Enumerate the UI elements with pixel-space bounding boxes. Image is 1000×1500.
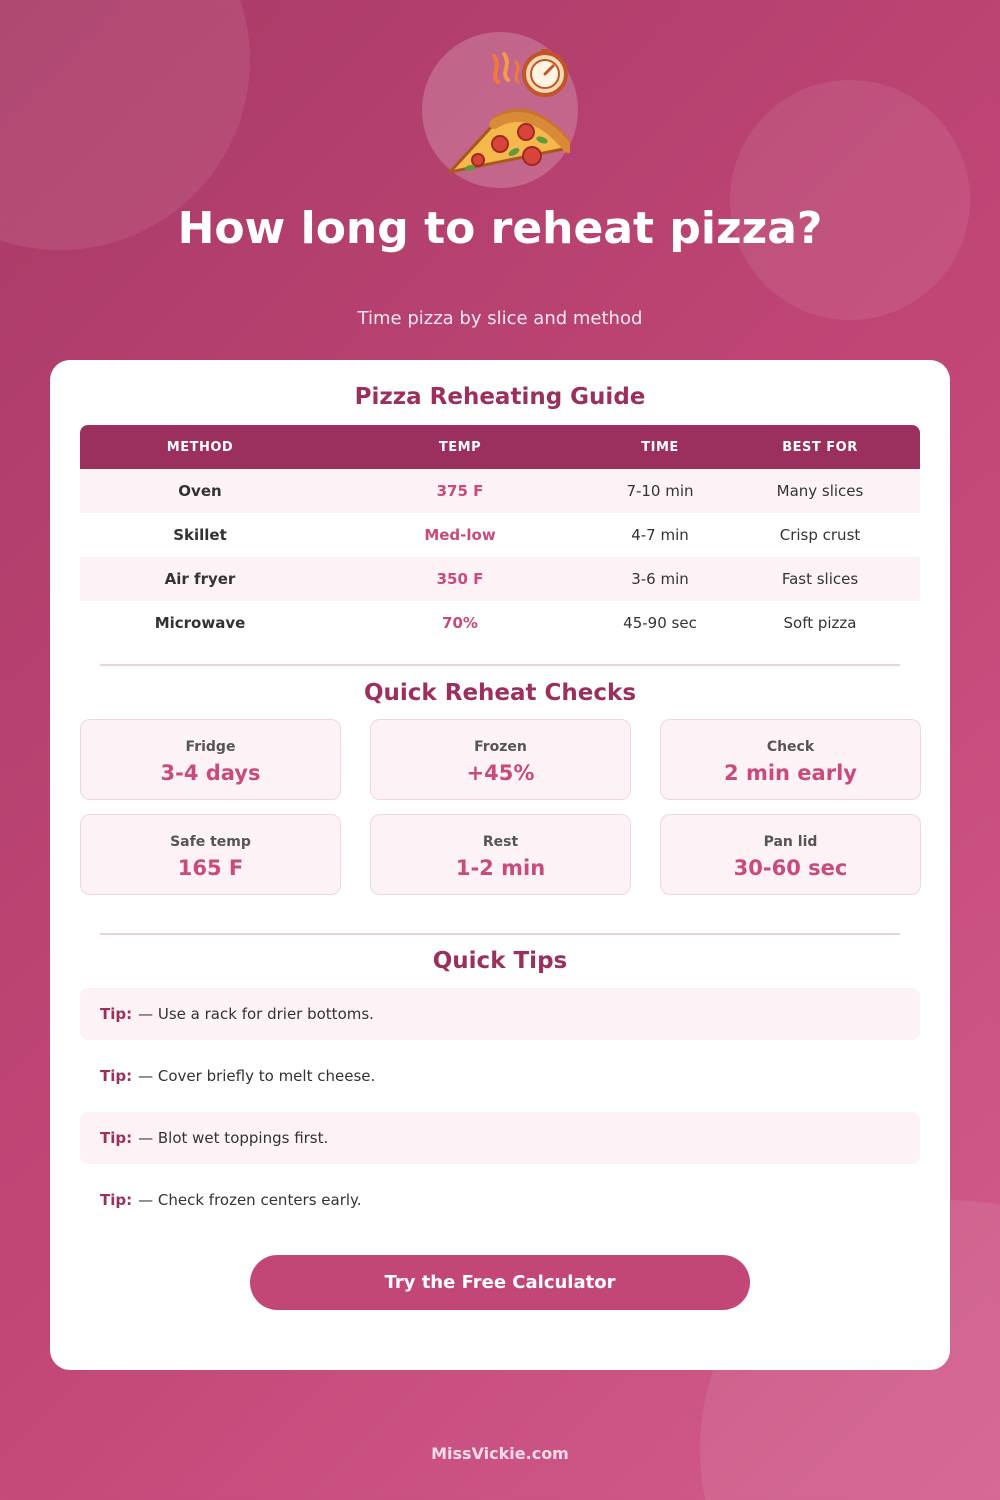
check-value: 165 F (177, 856, 244, 880)
column-header-method: METHOD (166, 439, 234, 455)
method-cell: Skillet (173, 526, 227, 544)
table-row (80, 513, 920, 557)
content-card (50, 360, 950, 1370)
check-label: Safe temp (170, 834, 251, 850)
check-card-rest (370, 814, 631, 895)
pizza-timer-icon (422, 32, 578, 188)
column-header-best-for: BEST FOR (782, 439, 858, 455)
table-row (80, 469, 920, 513)
page-subtitle: Time pizza by slice and method (357, 308, 643, 329)
reheating-guide-table (80, 425, 920, 645)
best-for-cell: Fast slices (781, 570, 859, 588)
tip-label: Tip: (100, 1005, 133, 1023)
check-card-pan-lid (660, 814, 921, 895)
column-header-temp: TEMP (438, 439, 482, 455)
best-for-cell: Crisp crust (779, 526, 861, 544)
background-circle (730, 80, 970, 320)
section-divider (100, 933, 900, 935)
tip-text: — Blot wet toppings first. (138, 1129, 329, 1147)
section-divider (100, 664, 900, 666)
method-cell: Air fryer (164, 570, 236, 588)
check-label: Frozen (474, 739, 527, 755)
tip-item (80, 988, 920, 1040)
check-label: Fridge (185, 739, 236, 755)
best-for-cell: Soft pizza (783, 614, 857, 632)
try-calculator-button[interactable]: Try the Free Calculator (250, 1255, 750, 1310)
checks-title: Quick Reheat Checks (363, 680, 637, 706)
check-value: 1-2 min (455, 856, 546, 880)
check-value: +45% (466, 761, 535, 785)
check-label: Check (766, 739, 815, 755)
check-value: 3-4 days (160, 761, 261, 785)
time-cell: 45-90 sec (623, 614, 697, 632)
check-card-check (660, 719, 921, 800)
tip-text: — Check frozen centers early. (138, 1191, 362, 1209)
method-cell: Oven (178, 482, 222, 500)
tip-text: — Cover briefly to melt cheese. (138, 1067, 376, 1085)
tip-item (80, 1050, 920, 1102)
check-label: Rest (482, 834, 519, 850)
temp-cell: 375 F (436, 482, 484, 500)
check-value: 2 min early (724, 761, 857, 785)
check-value: 30-60 sec (733, 856, 848, 880)
footer-brand: MissVickie.com (431, 1444, 569, 1463)
table-row (80, 601, 920, 645)
temp-cell: 350 F (436, 570, 484, 588)
check-card-fridge (80, 719, 341, 800)
tip-label: Tip: (100, 1067, 133, 1085)
time-cell: 4-7 min (631, 526, 689, 544)
check-card-frozen (370, 719, 631, 800)
best-for-cell: Many slices (776, 482, 864, 500)
guide-title: Pizza Reheating Guide (354, 384, 646, 410)
column-header-time: TIME (641, 439, 679, 455)
temp-cell: Med-low (424, 526, 496, 544)
tip-label: Tip: (100, 1191, 133, 1209)
check-card-safe-temp (80, 814, 341, 895)
page-title: How long to reheat pizza? (177, 203, 823, 254)
method-cell: Microwave (154, 614, 246, 632)
temp-cell: 70% (442, 614, 478, 632)
check-label: Pan lid (763, 834, 818, 850)
tip-label: Tip: (100, 1129, 133, 1147)
time-cell: 3-6 min (631, 570, 689, 588)
tip-item (80, 1112, 920, 1164)
table-header (80, 425, 920, 469)
table-row (80, 557, 920, 601)
tip-item (80, 1174, 920, 1226)
tip-text: — Use a rack for drier bottoms. (138, 1005, 374, 1023)
time-cell: 7-10 min (626, 482, 694, 500)
tips-title: Quick Tips (432, 948, 568, 974)
